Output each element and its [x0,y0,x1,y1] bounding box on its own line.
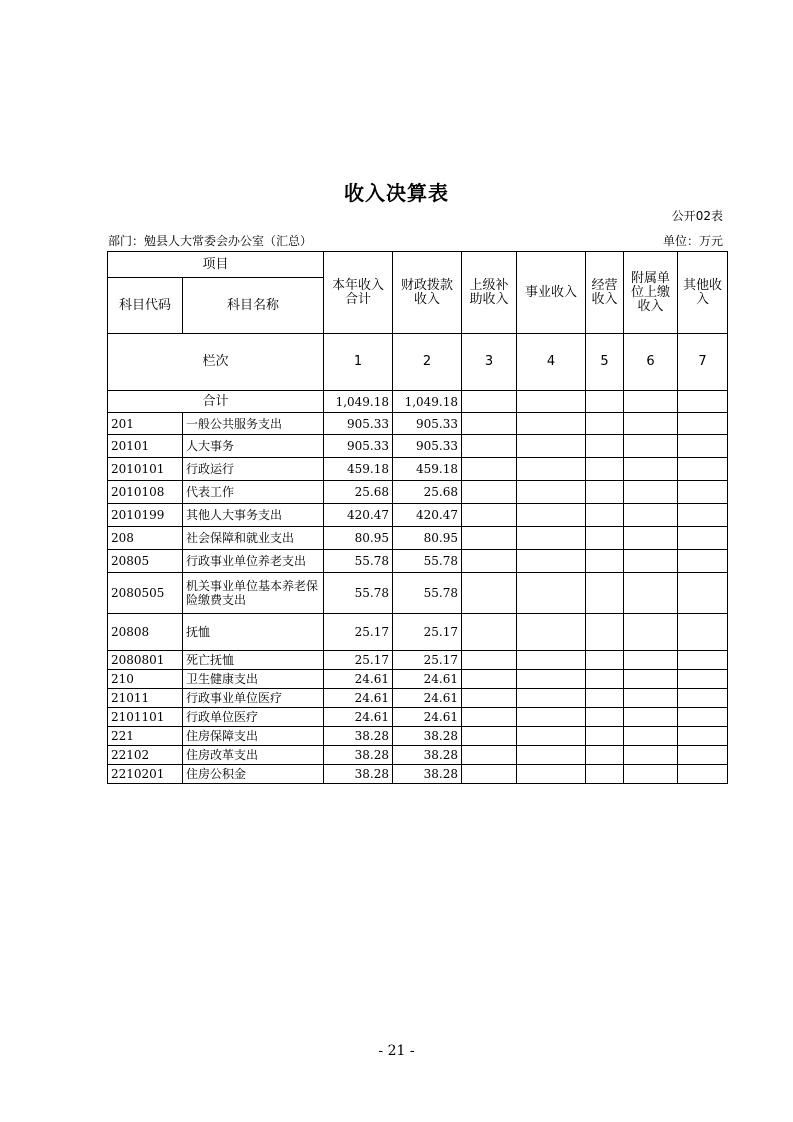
business-income-value [517,614,586,651]
subject-name: 机关事业单位基本养老保险缴费支出 [183,573,324,614]
total-col4 [517,391,586,413]
affiliated-income-value [624,651,678,670]
superior-subsidy-value [462,573,517,614]
other-income-value [678,573,728,614]
subject-name: 抚恤 [183,614,324,651]
subject-code: 2080801 [108,651,183,670]
total-col6 [624,391,678,413]
business-income-value [517,670,586,689]
total-income-value: 55.78 [324,573,393,614]
total-income-value: 420.47 [324,504,393,527]
subject-name: 卫生健康支出 [183,670,324,689]
business-income-value [517,765,586,784]
subject-name: 其他人大事务支出 [183,504,324,527]
subject-name: 死亡抚恤 [183,651,324,670]
affiliated-income-value [624,689,678,708]
fiscal-appropriation-value: 459.18 [393,458,462,481]
affiliated-income-value [624,527,678,550]
operating-income-value [586,670,624,689]
affiliated-income-value [624,746,678,765]
superior-subsidy-value [462,435,517,458]
table-row [108,614,728,651]
fiscal-appropriation-value: 38.28 [393,746,462,765]
table-row [108,435,728,458]
total-income-value: 25.17 [324,614,393,651]
header-other-income: 其他收入 [678,252,728,334]
header-subject-code: 科目代码 [108,278,183,334]
subject-code: 2010199 [108,504,183,527]
subject-name: 社会保障和就业支出 [183,527,324,550]
subject-code: 2010101 [108,458,183,481]
column-index-5: 5 [586,334,624,391]
affiliated-income-value [624,550,678,573]
business-income-value [517,746,586,765]
superior-subsidy-value [462,527,517,550]
operating-income-value [586,458,624,481]
table-row [108,413,728,435]
other-income-value [678,765,728,784]
table-row [108,708,728,727]
header-subject-name: 科目名称 [183,278,324,334]
fiscal-appropriation-value: 24.61 [393,708,462,727]
total-income-value: 38.28 [324,727,393,746]
operating-income-value [586,765,624,784]
form-number: 公开02表 [671,209,723,223]
page-number: - 21 - [378,1043,415,1059]
fiscal-appropriation-value: 80.95 [393,527,462,550]
business-income-value [517,413,586,435]
operating-income-value [586,689,624,708]
other-income-value [678,746,728,765]
total-income-value: 459.18 [324,458,393,481]
subject-name: 代表工作 [183,481,324,504]
superior-subsidy-value [462,481,517,504]
business-income-value [517,689,586,708]
fiscal-appropriation-value: 25.68 [393,481,462,504]
subject-code: 20101 [108,435,183,458]
fiscal-appropriation-value: 24.61 [393,670,462,689]
subject-name: 人大事务 [183,435,324,458]
total-col7 [678,391,728,413]
table-row [108,573,728,614]
subject-name: 住房改革支出 [183,746,324,765]
operating-income-value [586,708,624,727]
subject-code: 2080505 [108,573,183,614]
superior-subsidy-value [462,765,517,784]
total-income-value: 24.61 [324,689,393,708]
table-row [108,727,728,746]
report-title: 收入决算表 [344,181,449,205]
subject-code: 21011 [108,689,183,708]
table-row [108,527,728,550]
header-fiscal-appropriation: 财政拨款收入 [393,252,462,334]
other-income-value [678,689,728,708]
subject-code: 20805 [108,550,183,573]
total-income-value: 905.33 [324,413,393,435]
operating-income-value [586,481,624,504]
header-business-income: 事业收入 [517,252,586,334]
operating-income-value [586,651,624,670]
affiliated-income-value [624,413,678,435]
column-index-6: 6 [624,334,678,391]
operating-income-value [586,527,624,550]
business-income-value [517,435,586,458]
subject-name: 行政事业单位医疗 [183,689,324,708]
other-income-value [678,550,728,573]
superior-subsidy-value [462,413,517,435]
table-row [108,550,728,573]
header-superior-subsidy: 上级补助收入 [462,252,517,334]
business-income-value [517,481,586,504]
affiliated-income-value [624,708,678,727]
other-income-value [678,413,728,435]
table-row [108,504,728,527]
affiliated-income-value [624,458,678,481]
table-row [108,670,728,689]
income-table [107,251,728,784]
affiliated-income-value [624,573,678,614]
subject-name: 一般公共服务支出 [183,413,324,435]
operating-income-value [586,727,624,746]
subject-name: 住房保障支出 [183,727,324,746]
superior-subsidy-value [462,727,517,746]
subject-name: 行政运行 [183,458,324,481]
affiliated-income-value [624,504,678,527]
other-income-value [678,614,728,651]
column-index-label: 栏次 [108,334,324,391]
table-row [108,458,728,481]
subject-code: 201 [108,413,183,435]
business-income-value [517,527,586,550]
header-affiliated-income: 附属单位上缴收入 [624,252,678,334]
total-income-value: 25.17 [324,651,393,670]
fiscal-appropriation-value: 24.61 [393,689,462,708]
other-income-value [678,651,728,670]
operating-income-value [586,550,624,573]
total-income-value: 38.28 [324,746,393,765]
column-index-1: 1 [324,334,393,391]
other-income-value [678,708,728,727]
superior-subsidy-value [462,651,517,670]
affiliated-income-value [624,670,678,689]
header-project: 项目 [108,252,324,278]
operating-income-value [586,746,624,765]
total-col3 [462,391,517,413]
business-income-value [517,573,586,614]
affiliated-income-value [624,727,678,746]
other-income-value [678,481,728,504]
header-total-income: 本年收入合计 [324,252,393,334]
subject-code: 2210201 [108,765,183,784]
header-operating-income: 经营收入 [586,252,624,334]
column-index-4: 4 [517,334,586,391]
column-index-2: 2 [393,334,462,391]
business-income-value [517,727,586,746]
total-income-value: 24.61 [324,708,393,727]
business-income-value [517,458,586,481]
operating-income-value [586,413,624,435]
fiscal-appropriation-value: 38.28 [393,765,462,784]
table-row [108,689,728,708]
department-label: 部门：勉县人大常委会办公室（汇总） [108,234,313,248]
total-income-value: 55.78 [324,550,393,573]
other-income-value [678,670,728,689]
total-income-value: 905.33 [324,435,393,458]
operating-income-value [586,573,624,614]
superior-subsidy-value [462,689,517,708]
total-income-value: 25.68 [324,481,393,504]
business-income-value [517,550,586,573]
superior-subsidy-value [462,746,517,765]
affiliated-income-value [624,614,678,651]
affiliated-income-value [624,481,678,504]
column-index-7: 7 [678,334,728,391]
business-income-value [517,651,586,670]
fiscal-appropriation-value: 55.78 [393,550,462,573]
subject-code: 210 [108,670,183,689]
fiscal-appropriation-value: 38.28 [393,727,462,746]
other-income-value [678,435,728,458]
superior-subsidy-value [462,458,517,481]
subject-code: 2010108 [108,481,183,504]
unit-label: 单位：万元 [662,234,723,248]
affiliated-income-value [624,435,678,458]
other-income-value [678,504,728,527]
superior-subsidy-value [462,708,517,727]
subject-code: 2101101 [108,708,183,727]
superior-subsidy-value [462,504,517,527]
fiscal-appropriation-value: 420.47 [393,504,462,527]
fiscal-appropriation-value: 25.17 [393,614,462,651]
total-col1: 1,049.18 [324,391,393,413]
table-row [108,765,728,784]
total-col2: 1,049.18 [393,391,462,413]
other-income-value [678,527,728,550]
fiscal-appropriation-value: 25.17 [393,651,462,670]
operating-income-value [586,614,624,651]
fiscal-appropriation-value: 55.78 [393,573,462,614]
other-income-value [678,727,728,746]
subject-code: 22102 [108,746,183,765]
superior-subsidy-value [462,550,517,573]
table-row [108,746,728,765]
total-income-value: 24.61 [324,670,393,689]
fiscal-appropriation-value: 905.33 [393,413,462,435]
subject-name: 行政事业单位养老支出 [183,550,324,573]
subject-code: 221 [108,727,183,746]
column-index-3: 3 [462,334,517,391]
operating-income-value [586,435,624,458]
superior-subsidy-value [462,670,517,689]
subject-name: 行政单位医疗 [183,708,324,727]
total-label: 合计 [108,391,324,413]
subject-code: 208 [108,527,183,550]
operating-income-value [586,504,624,527]
total-income-value: 38.28 [324,765,393,784]
business-income-value [517,504,586,527]
subject-name: 住房公积金 [183,765,324,784]
table-row [108,651,728,670]
fiscal-appropriation-value: 905.33 [393,435,462,458]
total-col5 [586,391,624,413]
other-income-value [678,458,728,481]
business-income-value [517,708,586,727]
table-row [108,481,728,504]
subject-code: 20808 [108,614,183,651]
superior-subsidy-value [462,614,517,651]
total-income-value: 80.95 [324,527,393,550]
affiliated-income-value [624,765,678,784]
